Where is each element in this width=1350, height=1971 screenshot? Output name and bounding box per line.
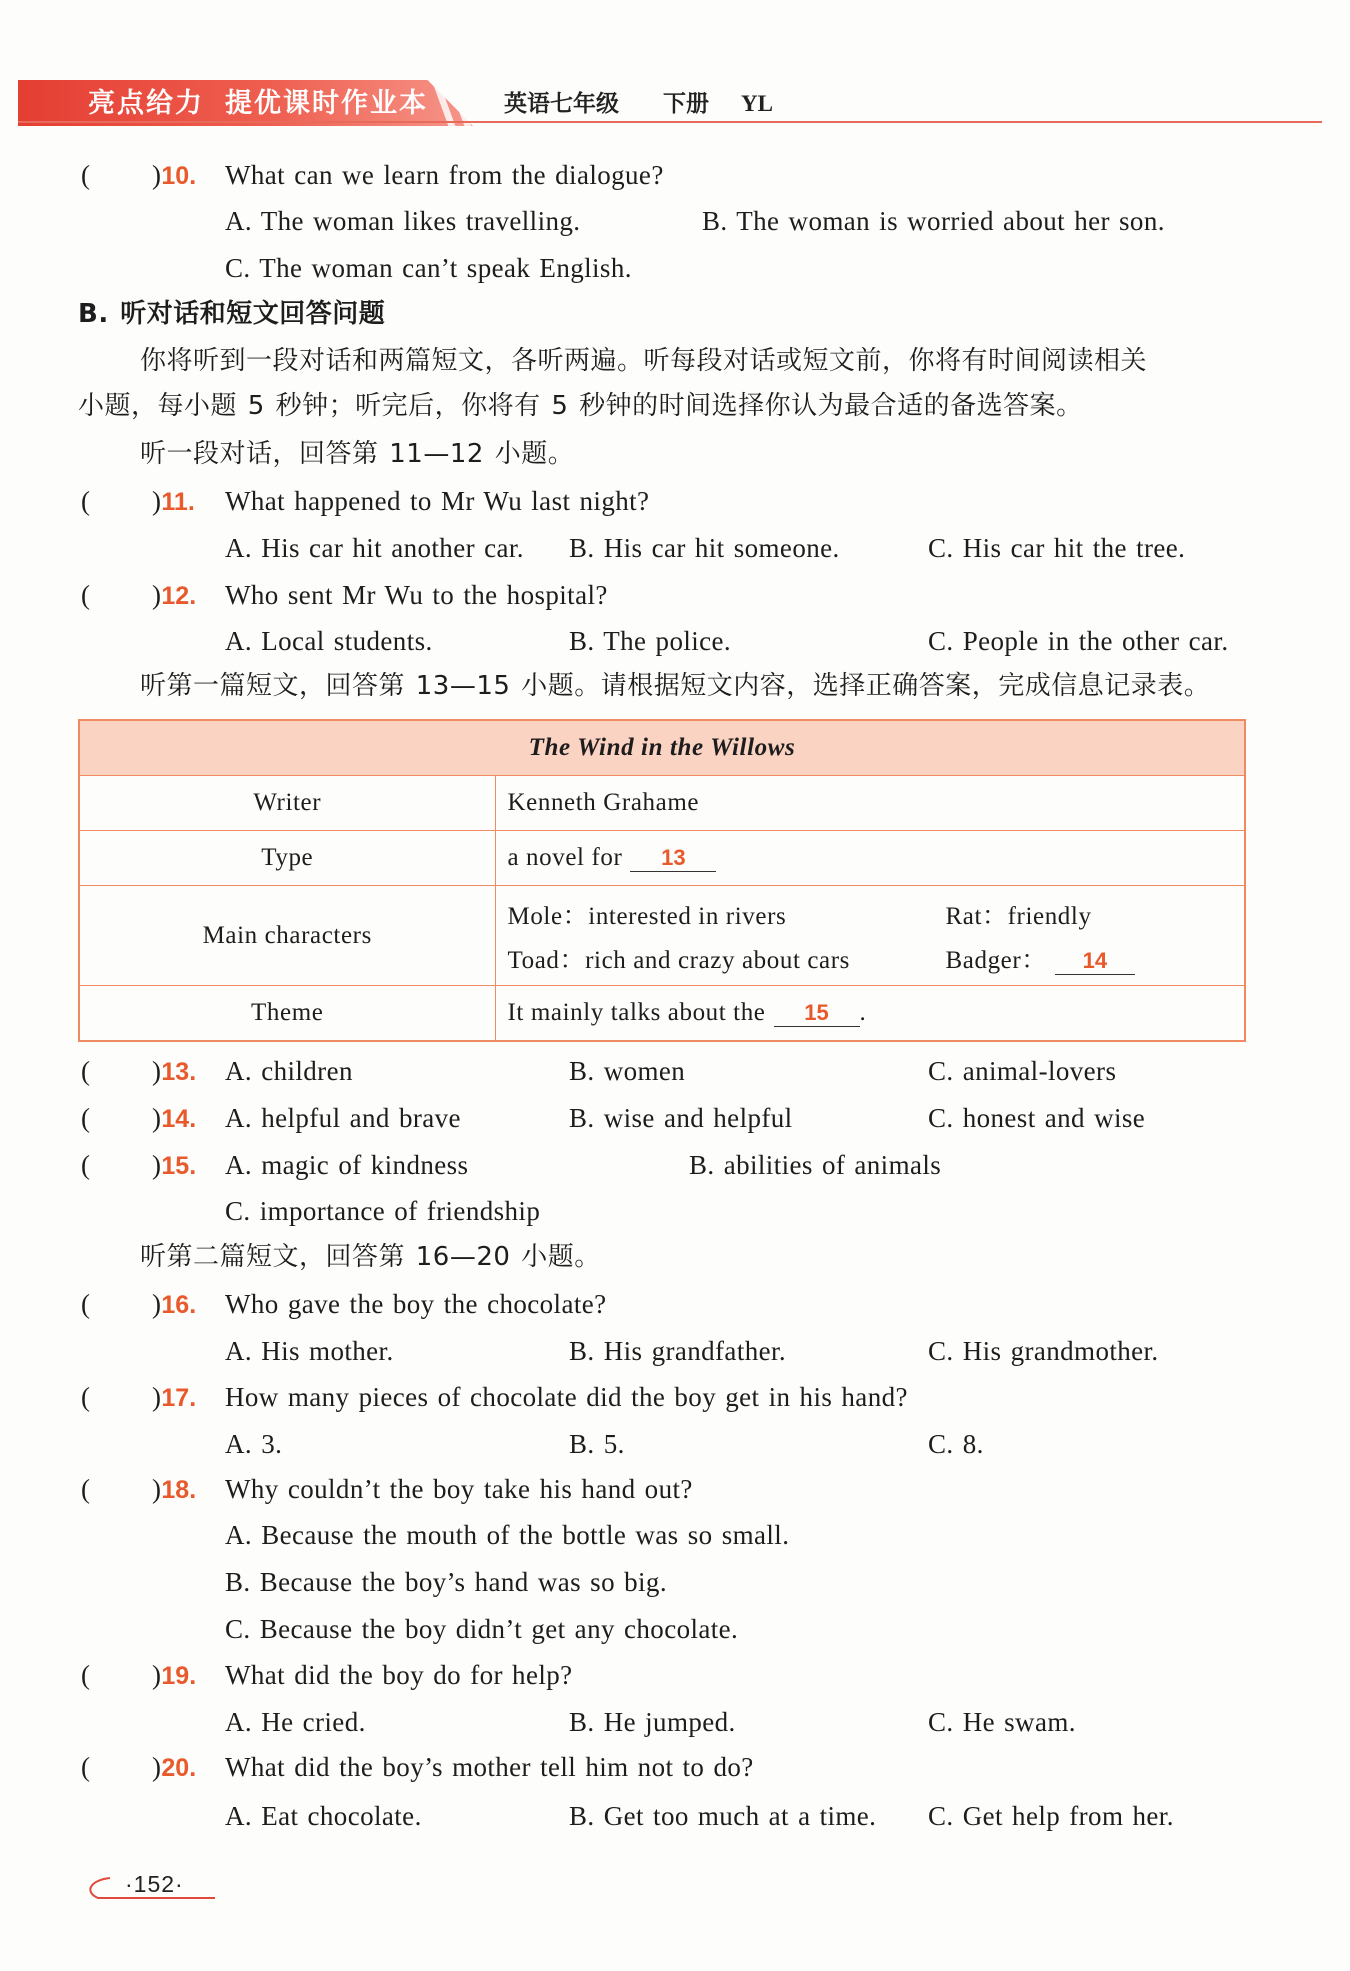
row-label-main-characters: Main characters bbox=[79, 886, 495, 986]
option-a: A. children bbox=[225, 1056, 353, 1086]
answer-bracket-close: ) bbox=[152, 1150, 162, 1180]
row-value-type bbox=[495, 831, 1245, 886]
answer-bracket-open: ( bbox=[81, 1289, 91, 1319]
question-text: What did the boy’s mother tell him not to do? bbox=[225, 1752, 754, 1782]
question-number-15 bbox=[152, 1149, 196, 1182]
passage2-intro: 听第二篇短文，回答第 16—20 小题。 bbox=[140, 1242, 601, 1272]
question-number-16 bbox=[152, 1288, 196, 1321]
question-number-label: 19. bbox=[161, 1662, 197, 1690]
answer-bracket-open: ( bbox=[81, 486, 91, 516]
question-number-14 bbox=[152, 1102, 196, 1135]
answer-bracket-open: ( bbox=[81, 1382, 91, 1412]
option-a: A. 3. bbox=[225, 1429, 283, 1459]
answer-bracket-open: ( bbox=[81, 1752, 91, 1782]
option-b: B. Because the boy’s hand was so big. bbox=[225, 1567, 667, 1597]
option-c: C. The woman can’t speak English. bbox=[225, 253, 632, 283]
row-label-theme: Theme bbox=[79, 986, 495, 1041]
option-a: A. He cried. bbox=[225, 1707, 366, 1737]
table-title: The Wind in the Willows bbox=[79, 720, 1245, 776]
characters-grid bbox=[496, 890, 1245, 982]
instructions-line-1: 你将听到一段对话和两篇短文，各听两遍。听每段对话或短文前，你将有时间阅读相关 bbox=[140, 346, 1148, 376]
passage1-intro: 听第一篇短文，回答第 13—15 小题。请根据短文内容，选择正确答案，完成信息记录表。 bbox=[140, 671, 1211, 701]
theme-text: It mainly talks about the bbox=[507, 998, 766, 1026]
character-toad: Toad：rich and crazy about cars bbox=[507, 946, 850, 974]
answer-bracket-close: ) bbox=[152, 1056, 162, 1086]
row-value-writer: Kenneth Grahame bbox=[495, 776, 1245, 831]
option-b: B. His grandfather. bbox=[569, 1336, 787, 1366]
answer-bracket-close: ) bbox=[152, 1103, 162, 1133]
question-number-label: 11. bbox=[161, 488, 195, 516]
option-b: B. women bbox=[569, 1056, 686, 1086]
dialogue-intro: 听一段对话，回答第 11—12 小题。 bbox=[140, 439, 575, 469]
option-a: A. The woman likes travelling. bbox=[225, 206, 581, 236]
answer-bracket-open: ( bbox=[81, 1150, 91, 1180]
option-c: C. honest and wise bbox=[928, 1103, 1146, 1133]
question-number-label: 17. bbox=[161, 1384, 197, 1412]
question-text: What can we learn from the dialogue? bbox=[225, 160, 664, 190]
subject-label: 英语七年级 bbox=[504, 91, 619, 117]
type-text: a novel for bbox=[507, 844, 623, 871]
section-heading: B. 听对话和短文回答问题 bbox=[78, 299, 386, 329]
option-a: A. His car hit another car. bbox=[225, 533, 524, 563]
question-number-11 bbox=[152, 485, 195, 518]
badger-text: Badger： bbox=[945, 946, 1047, 974]
question-number-label: 16. bbox=[161, 1291, 197, 1319]
row-label-type: Type bbox=[79, 831, 495, 886]
answer-bracket-open: ( bbox=[81, 160, 91, 190]
option-c: C. importance of friendship bbox=[225, 1196, 541, 1226]
option-c: C. Because the boy didn’t get any chocolate. bbox=[225, 1614, 739, 1644]
answer-bracket-open: ( bbox=[81, 1056, 91, 1086]
question-number-label: 14. bbox=[161, 1105, 197, 1133]
option-c: C. People in the other car. bbox=[928, 626, 1229, 656]
question-text: What did the boy do for help? bbox=[225, 1660, 573, 1690]
answer-bracket-close: ) bbox=[152, 580, 162, 610]
option-c: C. He swam. bbox=[928, 1707, 1076, 1737]
table-row bbox=[79, 886, 1245, 986]
option-b: B. The police. bbox=[569, 626, 732, 656]
character-rat: Rat：friendly bbox=[945, 902, 1092, 930]
option-c: C. His grandmother. bbox=[928, 1336, 1159, 1366]
table-row bbox=[79, 986, 1245, 1041]
answer-bracket-close: ) bbox=[152, 1660, 162, 1690]
volume-label: 下册 bbox=[663, 91, 709, 117]
question-text: Why couldn’t the boy take his hand out? bbox=[225, 1474, 693, 1504]
page-number: ·152· bbox=[125, 1871, 184, 1897]
question-number-label: 18. bbox=[161, 1476, 197, 1504]
question-number-12 bbox=[152, 579, 196, 612]
option-b: B. wise and helpful bbox=[569, 1103, 793, 1133]
question-text: How many pieces of chocolate did the boy get in his hand? bbox=[225, 1382, 908, 1412]
option-a: A. helpful and brave bbox=[225, 1103, 461, 1133]
blank-15: 15 bbox=[774, 1000, 860, 1027]
option-c: C. Get help from her. bbox=[928, 1801, 1174, 1831]
question-number-label: 13. bbox=[161, 1058, 197, 1086]
answer-bracket-close: ) bbox=[152, 1474, 162, 1504]
table-title-row bbox=[79, 720, 1245, 776]
answer-bracket-open: ( bbox=[81, 1660, 91, 1690]
table-row bbox=[79, 776, 1245, 831]
theme-suffix: . bbox=[859, 998, 867, 1026]
question-text: Who sent Mr Wu to the hospital? bbox=[225, 580, 608, 610]
blank-14: 14 bbox=[1055, 948, 1135, 975]
option-a: A. His mother. bbox=[225, 1336, 394, 1366]
answer-bracket-open: ( bbox=[81, 580, 91, 610]
table-row bbox=[79, 831, 1245, 886]
header-rule bbox=[18, 121, 1322, 123]
question-number-13 bbox=[152, 1055, 196, 1088]
question-number-10 bbox=[152, 159, 196, 192]
row-value-theme bbox=[495, 986, 1245, 1041]
answer-bracket-close: ) bbox=[152, 486, 162, 516]
option-c: C. His car hit the tree. bbox=[928, 533, 1186, 563]
option-b: B. The woman is worried about her son. bbox=[702, 206, 1165, 236]
option-b: B. He jumped. bbox=[569, 1707, 736, 1737]
option-b: B. Get too much at a time. bbox=[569, 1801, 877, 1831]
blank-13: 13 bbox=[630, 845, 716, 872]
character-mole: Mole：interested in rivers bbox=[507, 902, 787, 930]
question-text: What happened to Mr Wu last night? bbox=[225, 486, 650, 516]
instructions-line-2: 小题，每小题 5 秒钟；听完后，你将有 5 秒钟的时间选择你认为最合适的备选答案。 bbox=[78, 391, 1083, 421]
answer-bracket-close: ) bbox=[152, 1382, 162, 1412]
answer-bracket-open: ( bbox=[81, 1103, 91, 1133]
option-a: A. magic of kindness bbox=[225, 1150, 469, 1180]
question-number-label: 15. bbox=[161, 1152, 197, 1180]
series-brand: 亮点给力 bbox=[88, 88, 204, 119]
info-record-table bbox=[78, 719, 1246, 1042]
row-label-writer: Writer bbox=[79, 776, 495, 831]
question-number-label: 20. bbox=[161, 1754, 197, 1782]
row-value-main-characters bbox=[495, 886, 1245, 986]
answer-bracket-close: ) bbox=[152, 1289, 162, 1319]
question-number-label: 10. bbox=[161, 162, 197, 190]
option-c: C. animal-lovers bbox=[928, 1056, 1117, 1086]
question-number-20 bbox=[152, 1751, 196, 1784]
option-b: B. His car hit someone. bbox=[569, 533, 840, 563]
series-title: 提优课时作业本 bbox=[225, 88, 428, 119]
option-c: C. 8. bbox=[928, 1429, 984, 1459]
question-number-label: 12. bbox=[161, 582, 197, 610]
answer-bracket-close: ) bbox=[152, 1752, 162, 1782]
question-number-17 bbox=[152, 1381, 196, 1414]
edition-label: YL bbox=[741, 91, 773, 116]
option-a: A. Eat chocolate. bbox=[225, 1801, 422, 1831]
answer-bracket-close: ) bbox=[152, 160, 162, 190]
question-number-19 bbox=[152, 1659, 196, 1692]
question-number-18 bbox=[152, 1473, 196, 1506]
question-text: Who gave the boy the chocolate? bbox=[225, 1289, 607, 1319]
answer-bracket-open: ( bbox=[81, 1474, 91, 1504]
option-b: B. 5. bbox=[569, 1429, 625, 1459]
option-b: B. abilities of animals bbox=[689, 1150, 942, 1180]
character-badger bbox=[946, 940, 1245, 976]
option-a: A. Local students. bbox=[225, 626, 433, 656]
option-a: A. Because the mouth of the bottle was so small. bbox=[225, 1520, 790, 1550]
